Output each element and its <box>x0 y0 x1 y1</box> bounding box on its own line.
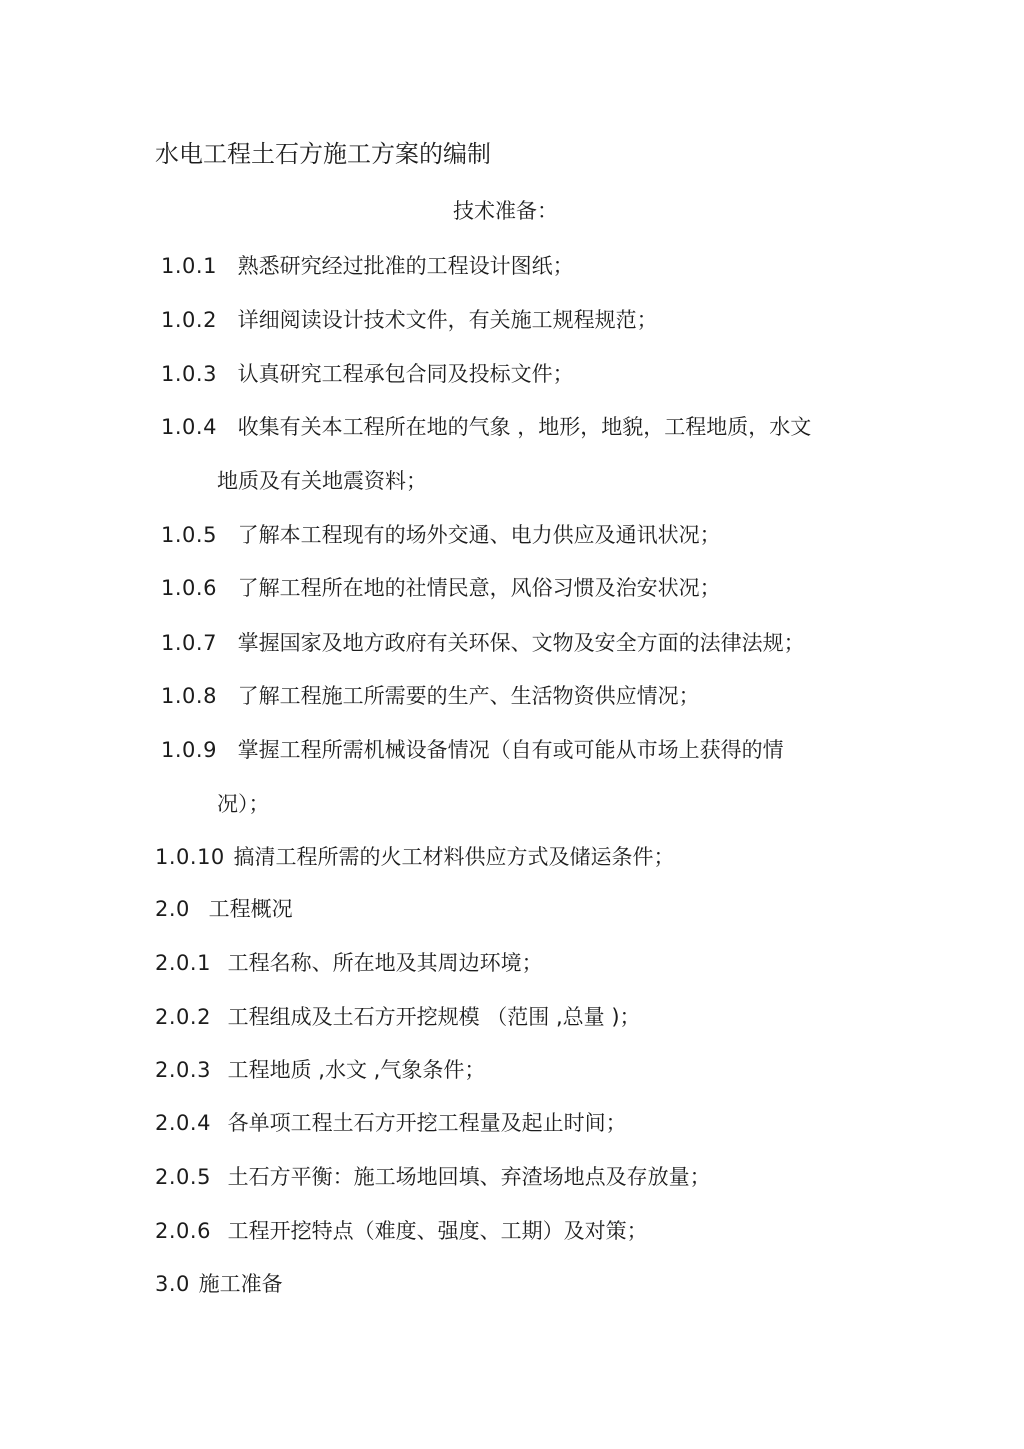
item-text: 了解本工程现有的场外交通、电力供应及通讯状况； <box>237 523 721 547</box>
item-text: 工程名称、所在地及其周边环境； <box>227 951 543 975</box>
item-number: 3.0 <box>155 1272 190 1296</box>
item-number: 1.0.3 <box>161 362 217 386</box>
item-number: 1.0.7 <box>161 631 217 655</box>
list-item <box>161 251 574 281</box>
item-number: 2.0.4 <box>155 1111 211 1135</box>
item-text: 了解工程施工所需要的生产、生活物资供应情况； <box>237 684 700 708</box>
list-item <box>161 520 721 550</box>
list-item <box>161 412 811 442</box>
item-text: 详细阅读设计技术文件，有关施工规程规范； <box>237 308 658 332</box>
document-title: 水电工程土石方施工方案的编制 <box>155 140 491 168</box>
item-text: 工程组成及土石方开挖规模 （范围 ,总量 )； <box>227 1005 641 1029</box>
list-item <box>155 1269 283 1299</box>
list-item-continuation: 况）； <box>217 792 270 816</box>
item-text: 了解工程所在地的社情民意，风俗习惯及治安状况； <box>237 576 721 600</box>
item-text: 工程开挖特点（难度、强度、工期）及对策； <box>227 1219 648 1243</box>
list-item <box>155 842 674 872</box>
item-number: 2.0.3 <box>155 1058 211 1082</box>
list-item <box>155 1162 711 1192</box>
item-text: 搞清工程所需的火工材料供应方式及储运条件； <box>233 845 675 869</box>
item-number: 1.0.2 <box>161 308 217 332</box>
list-item <box>161 573 721 603</box>
item-text: 认真研究工程承包合同及投标文件； <box>237 362 574 386</box>
list-item-continuation: 地质及有关地震资料； <box>217 469 427 493</box>
item-number: 2.0.2 <box>155 1005 211 1029</box>
list-item <box>155 894 293 924</box>
item-text: 土石方平衡：施工场地回填、弃渣场地点及存放量； <box>227 1165 711 1189</box>
list-item <box>155 1002 641 1032</box>
item-text: 掌握国家及地方政府有关环保、文物及安全方面的法律法规； <box>237 631 805 655</box>
item-text: 掌握工程所需机械设备情况（自有或可能从市场上获得的情 <box>237 738 784 762</box>
list-item <box>161 681 700 711</box>
item-number: 1.0.5 <box>161 523 217 547</box>
item-text: 施工准备 <box>198 1272 283 1296</box>
list-item <box>155 1055 485 1085</box>
item-number: 1.0.6 <box>161 576 217 600</box>
list-item <box>161 305 658 335</box>
item-text: 工程概况 <box>208 897 293 921</box>
list-item <box>161 628 805 658</box>
list-item <box>155 948 543 978</box>
item-number: 2.0.6 <box>155 1219 211 1243</box>
item-number: 1.0.10 <box>155 845 225 869</box>
item-text: 收集有关本工程所在地的气象 ，地形，地貌，工程地质，水文 <box>237 415 812 439</box>
item-number: 2.0 <box>155 897 190 921</box>
list-item <box>155 1216 648 1246</box>
item-text: 熟悉研究经过批准的工程设计图纸； <box>237 254 574 278</box>
section-heading: 技术准备： <box>453 199 558 223</box>
item-text: 工程地质 ,水文 ,气象条件； <box>227 1058 486 1082</box>
item-number: 1.0.8 <box>161 684 217 708</box>
item-text: 各单项工程土石方开挖工程量及起止时间； <box>227 1111 627 1135</box>
list-item <box>155 1108 627 1138</box>
item-number: 1.0.1 <box>161 254 217 278</box>
item-number: 1.0.9 <box>161 738 217 762</box>
item-number: 2.0.1 <box>155 951 211 975</box>
list-item <box>161 735 784 765</box>
item-number: 1.0.4 <box>161 415 217 439</box>
item-number: 2.0.5 <box>155 1165 211 1189</box>
list-item <box>161 359 574 389</box>
